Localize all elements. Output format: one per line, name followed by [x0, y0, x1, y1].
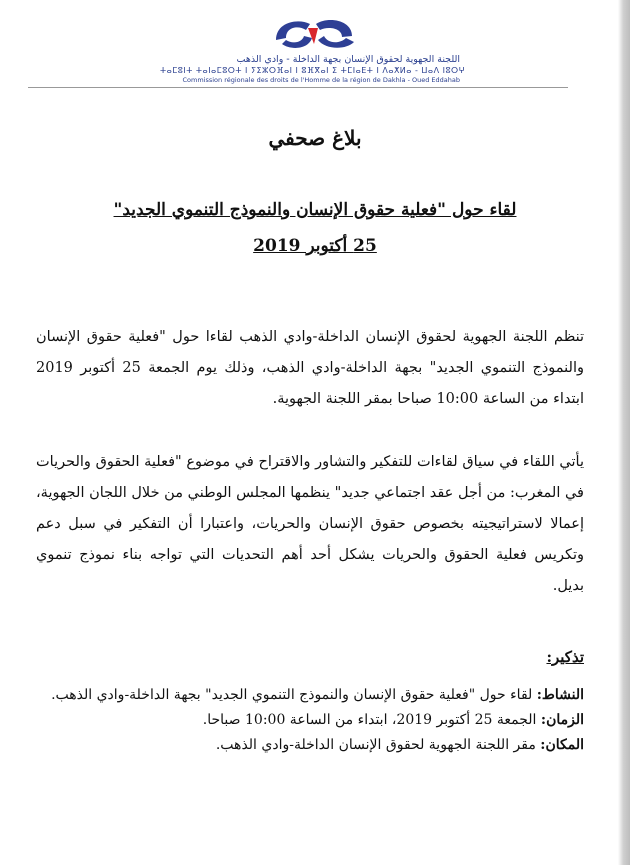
document-date — [0, 236, 630, 256]
time-label: الزمان: — [540, 712, 584, 728]
place-value: مقر اللجنة الجهوية لحقوق الإنسان الداخلة-وادي الذهب. — [215, 737, 541, 753]
header-divider — [28, 87, 568, 88]
org-name-french: Commission régionale des droits de l'Homme de la région de Dakhla - Oued Eddahab — [182, 76, 460, 84]
paragraph-2: يأتي اللقاء في سياق لقاءات للتفكير والتشاور والاقتراح في موضوع "فعلية الحقوق والحريات في المغرب: من أجل عقد اجتماعي جديد" ينظمها المجلس الوطني من خلال اللجان الجهوية، إعمالا لاستراتيجيته بخصوص حقوق الإنسان والحريات، واعتبارا أن التفكير في سبل دعم وتكريس فعلية الحقوق والحريات يشكل أحد أهم التحديات التي تواجه بناء نموذج تنموي بديل. — [36, 454, 584, 594]
letterhead — [0, 0, 630, 90]
time-value: الجمعة 25 أكتوبر 2019، ابتداء من الساعة 10:00 صباحا. — [202, 712, 541, 728]
paragraph-1: تنظم اللجنة الجهوية لحقوق الإنسان الداخلة-وادي الذهب لقاءا حول "فعلية حقوق الإنسان والنموذج التنموي الجديد" بجهة الداخلة-وادي الذهب، وذلك يوم الجمعة 25 أكتوبر 2019 ابتداء من الساعة 10:00 صباحا بمقر اللجنة الجهوية. — [36, 329, 584, 407]
document-subtitle — [0, 200, 630, 220]
org-name-arabic: اللجنة الجهوية لحقوق الإنسان بجهة الداخلة - وادي الذهب — [236, 54, 460, 65]
date-text: 25 أكتوبر 2019 — [253, 236, 377, 256]
reminder-heading: تذكير: — [546, 648, 584, 666]
reminder-activity — [24, 683, 584, 708]
document-title: بلاغ صحفي — [268, 126, 362, 150]
place-label: المكان: — [540, 737, 584, 753]
reminder-time — [24, 708, 584, 733]
activity-label: النشاط: — [536, 687, 584, 703]
regional-commission-logo-icon — [268, 10, 360, 54]
org-name-tifinagh: ⵜⴰⵎⵓⵏⵜ ⵜⴰⵏⴰⵎⵓⵔⵜ ⵏ ⵢⵉⵣⵔⴼⴰⵏ ⵏ ⵓⴼⴳⴰⵏ ⵉ ⵜⵎⵏⴰⴹⵜ ⵏ ⴷⴰⵅⵍⴰ - ⵡⴰⴷ ⵏⵓⵔⵖ — [160, 66, 466, 75]
subtitle-text: لقاء حول "فعلية حقوق الإنسان والنموذج التنموي الجديد" — [113, 200, 517, 220]
reminder-details — [24, 683, 584, 758]
reminder-place — [24, 733, 584, 758]
activity-value: لقاء حول "فعلية حقوق الإنسان والنموذج التنموي الجديد" بجهة الداخلة-وادي الذهب. — [51, 687, 537, 703]
